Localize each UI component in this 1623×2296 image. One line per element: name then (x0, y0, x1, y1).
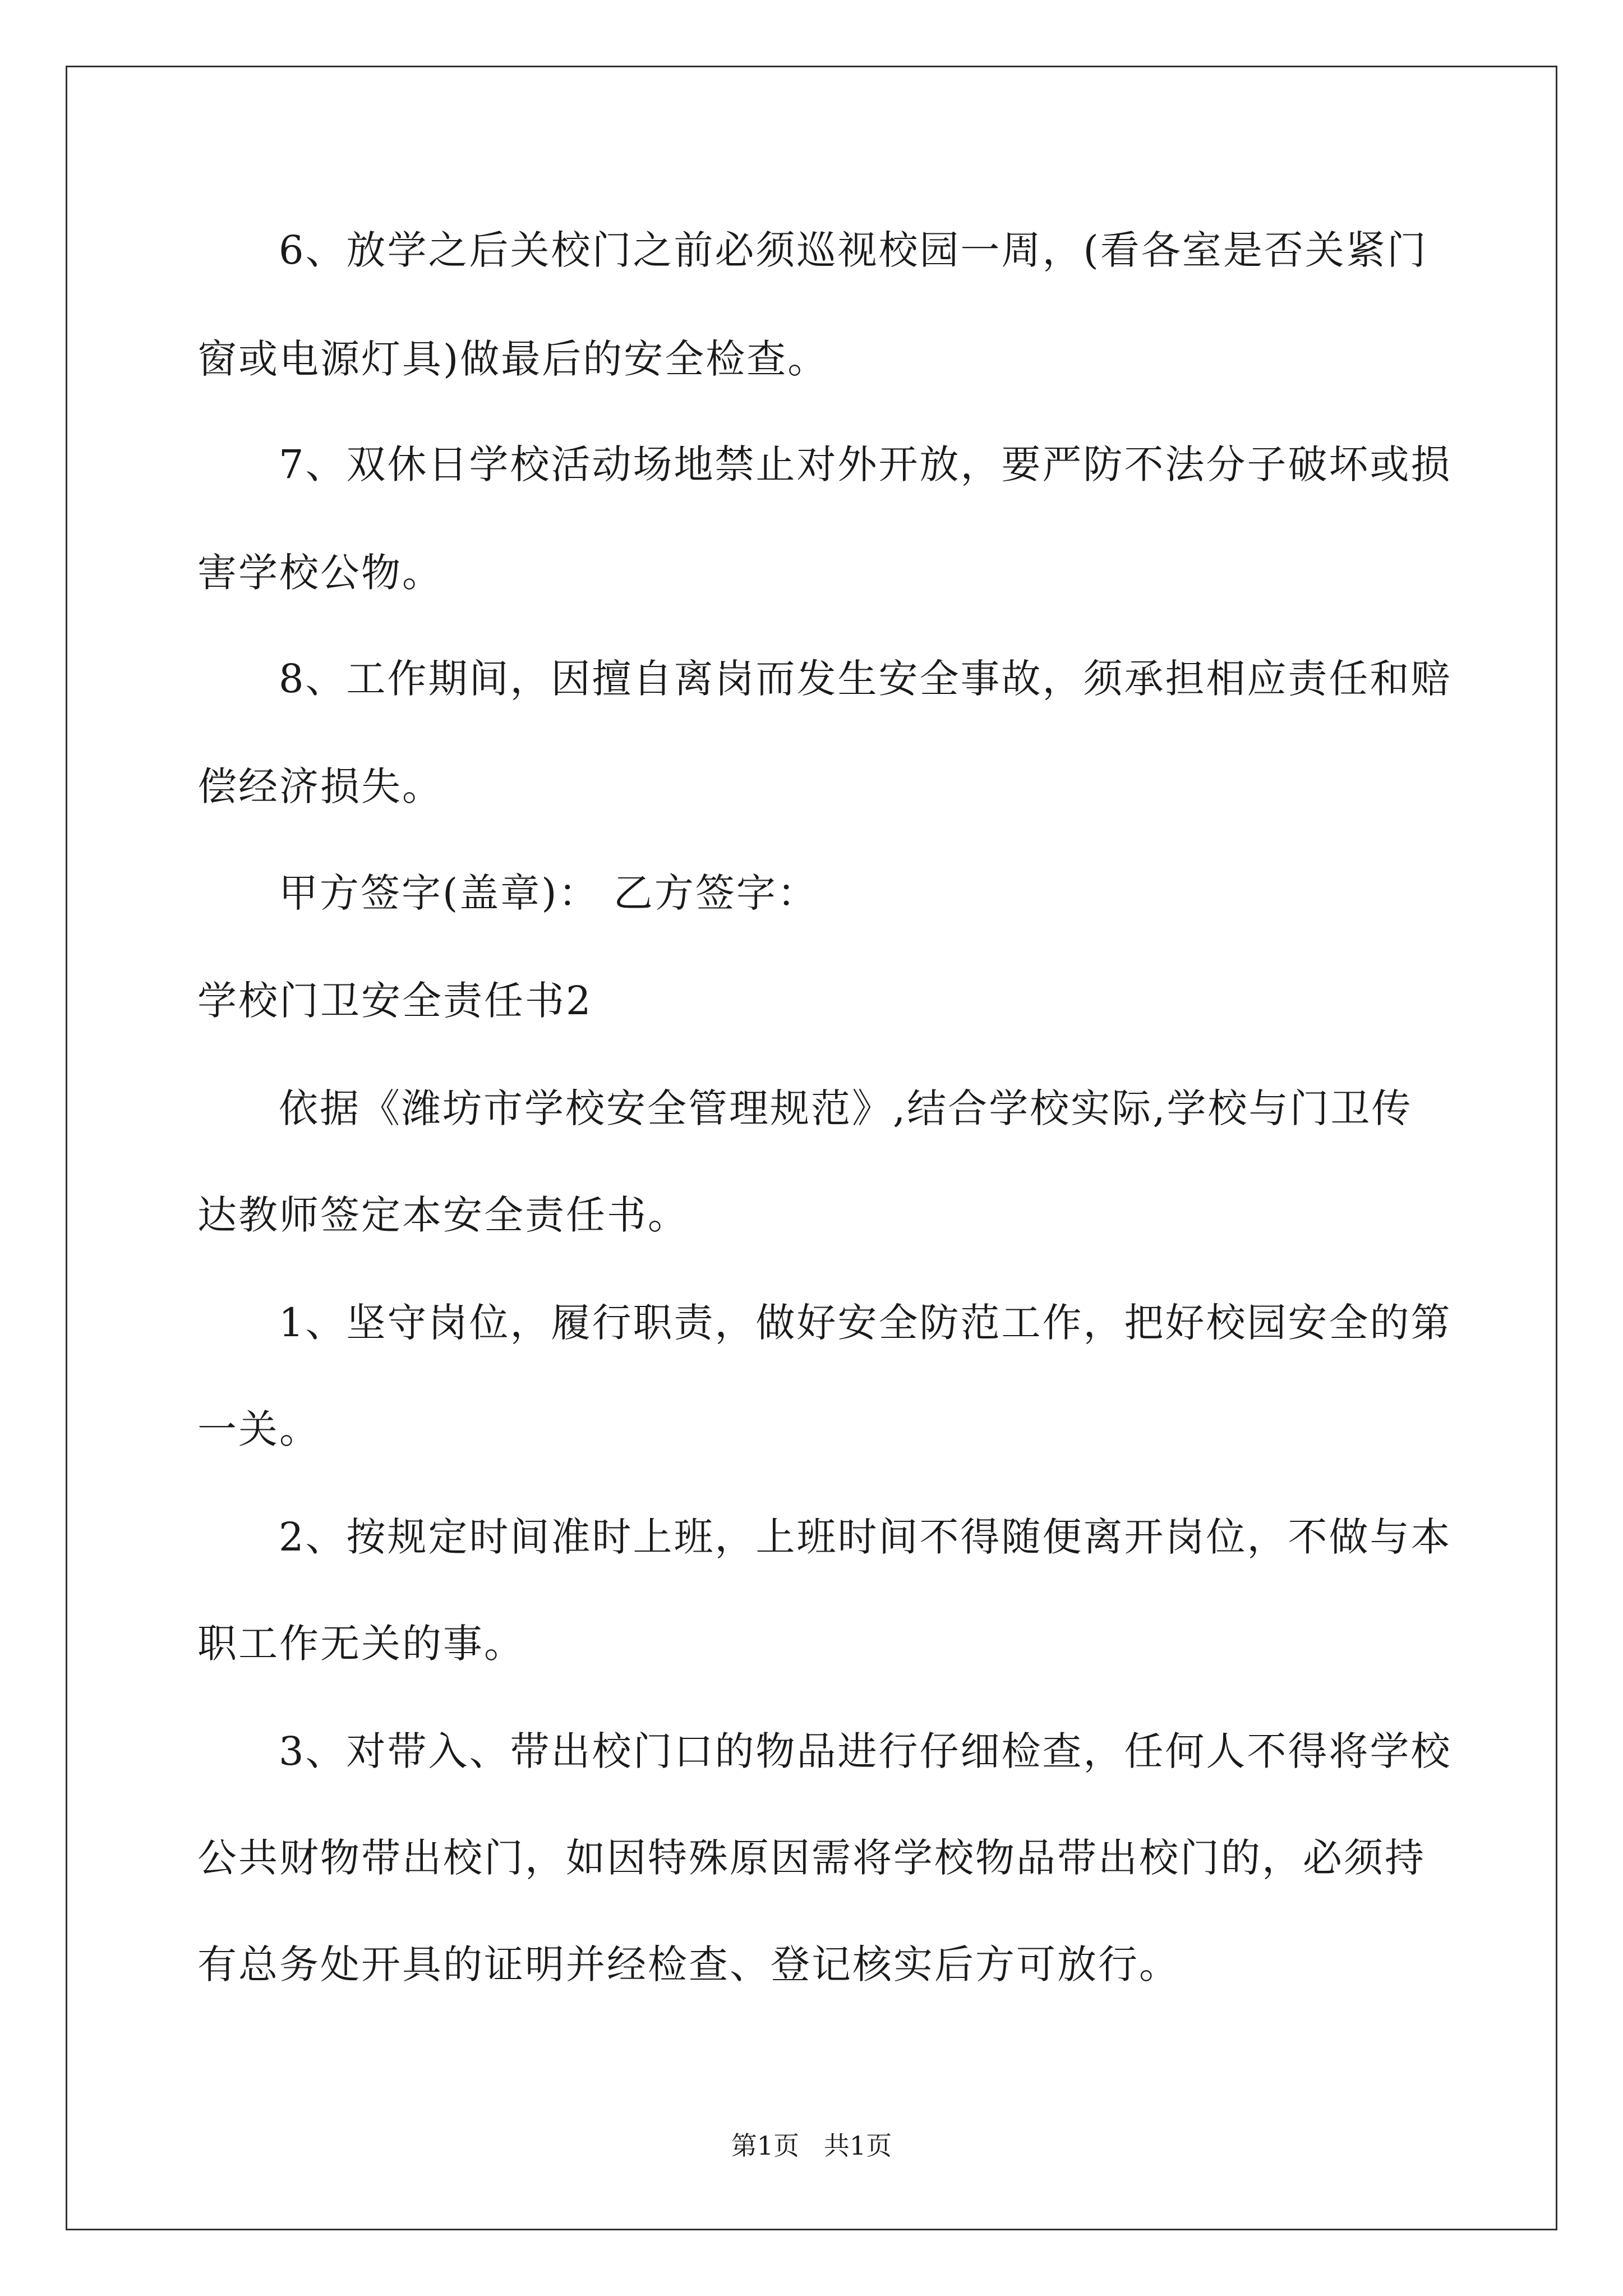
page-footer: 第1页 共1页 (731, 2131, 892, 2161)
paragraph-line-11: 1、坚守岗位，履行职责，做好安全防范工作，把好校园安全的第 (279, 1300, 1452, 1346)
paragraph-line-6: 偿经济损失。 (197, 763, 443, 809)
paragraph-line-3: 7、双休日学校活动场地禁止对外开放，要严防不法分子破坏或损 (279, 441, 1452, 487)
section-title: 学校门卫安全责任书2 (197, 978, 593, 1024)
paragraph-line-15: 3、对带入、带出校门口的物品进行仔细检查，任何人不得将学校 (279, 1728, 1452, 1774)
paragraph-line-1: 6、放学之后关校门之前必须巡视校园一周，(看各室是否关紧门 (279, 227, 1428, 273)
paragraph-line-5: 8、工作期间，因擅自离岗而发生安全事故，须承担相应责任和赔 (279, 656, 1452, 702)
paragraph-line-13: 2、按规定时间准时上班，上班时间不得随便离开岗位，不做与本 (279, 1514, 1452, 1560)
paragraph-line-16: 公共财物带出校门，如因特殊原因需将学校物品带出校门的，必须持 (197, 1835, 1426, 1881)
paragraph-line-12: 一关。 (197, 1406, 320, 1452)
paragraph-line-17: 有总务处开具的证明并经检查、登记核实后方可放行。 (197, 1941, 1180, 1987)
page-border (66, 66, 1557, 2230)
paragraph-line-4: 害学校公物。 (197, 550, 443, 596)
paragraph-line-10: 达教师签定本安全责任书。 (197, 1192, 689, 1238)
paragraph-line-14: 职工作无关的事。 (197, 1621, 525, 1667)
signature-line: 甲方签字(盖章)： 乙方签字： (279, 870, 818, 916)
paragraph-line-9: 依据《潍坊市学校安全管理规范》,结合学校实际,学校与门卫传 (279, 1085, 1413, 1131)
paragraph-line-2: 窗或电源灯具)做最后的安全检查。 (197, 336, 829, 382)
